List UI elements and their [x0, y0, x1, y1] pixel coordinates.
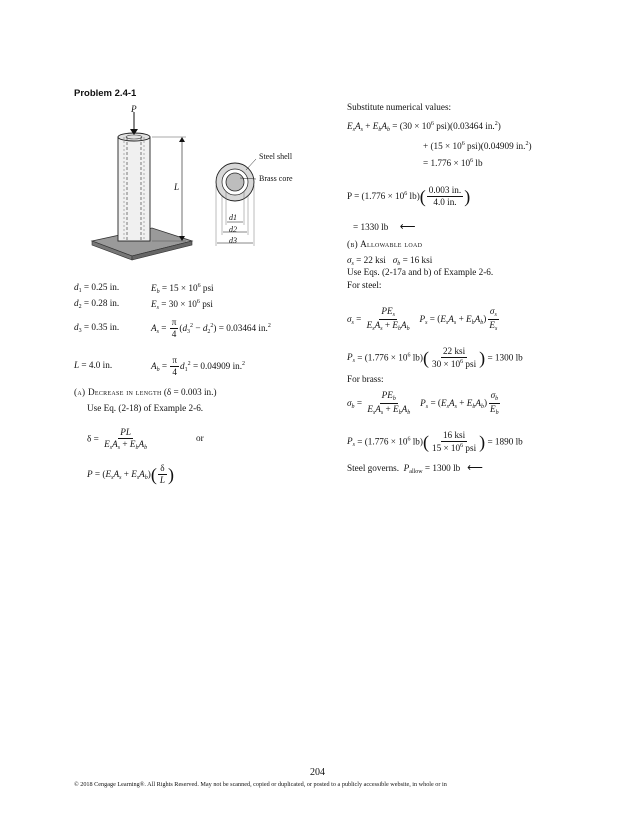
left-arrow-icon: ⟵: [467, 462, 483, 474]
steel-shell-body: [118, 137, 150, 241]
P-formula: $P = (E_sA_s + E_sA_b)$( $\frac{\delta}{L}$ ): [87, 463, 174, 486]
part-a-use-eq: Use Eq. (2-18) of Example 2-6.: [87, 403, 204, 413]
given-Es: $E_s = 30 \times 10^6$ psi: [151, 299, 213, 311]
page-number: 204: [310, 767, 325, 778]
load-P-result: = 1330 lb ⟵: [353, 221, 416, 233]
allowable-stresses: $\sigma_s = 22$ ksi $\sigma_b = 16$ ksi: [347, 255, 433, 267]
given-d3: $d_3 = 0.35$ in.: [74, 322, 120, 334]
Ps-steel-calculation: $P_s = (1.776 \times 10^6$ lb)( $\frac{\text{22 ksi}}{30 \times 10^6 psi}$ ) = 1300 lb: [347, 346, 523, 370]
figure-d2-label: d2: [229, 225, 237, 234]
or-text: or: [196, 433, 204, 443]
Ps-brass-calculation: $P_s = (1.776 \times 10^6$ lb)( $\frac{\text{16 ksi}}{15 \times 10^6 psi}$ ) = 1890 lb: [347, 430, 523, 454]
for-steel-label: For steel:: [347, 280, 382, 290]
area-Ab-equation: $A_b$ = $\frac{\pi}{4}$ $d_1^2 = 0.04909$ in.$^2$: [151, 355, 246, 378]
left-arrow-icon: ⟵: [399, 221, 416, 233]
delta-formula: δ = $\frac{PL}{E_sA_s + E_bA_b}$: [87, 427, 148, 452]
sigma-b-formula: $\sigma_b$ = $\frac{PE_b}{E_sA_s + E_bA_b}$ $P_s = (E_sA_s + E_bA_b)$ $\frac{\sigma_b}{E_b}$: [347, 390, 499, 416]
figure-length-label: L: [174, 182, 180, 192]
figure-composite-bar: [80, 100, 280, 265]
copyright-footer: © 2018 Cengage Learning®. All Rights Reserved. May not be scanned, copied or duplicated, or posted to a publicly accessible website, in whole or in: [74, 781, 447, 788]
brass-core-section: [226, 173, 244, 191]
area-As-equation: $A_s$ = $\frac{\pi}{4}$ $(d_3^2 - d_2^2) = 0.03464$ in.$^2$: [151, 317, 271, 340]
sigma-s-formula: $\sigma_s$ = $\frac{PE_s}{E_sA_s + E_bA_b}$ $P_s = (E_sA_s + E_bA_b)$ $\frac{\sigma_s}{E_s}$: [347, 306, 498, 332]
use-eqs-text: Use Eqs. (2-17a and b) of Example 2-6.: [347, 267, 494, 277]
governs-line: Steel governs. $P_{allow} = 1300$ lb ⟵: [347, 462, 483, 475]
axial-rigidity-line1: $E_sA_s + E_bA_b = (30 \times 10^6$ psi)(0.03464 in.$^2$): [347, 121, 501, 133]
axial-rigidity-line2: + ($15 \times 10^6$ psi)(0.04909 in.$^2$): [423, 141, 532, 151]
steel-shell-label: Steel shell: [259, 152, 293, 161]
brass-core-label: Brass core: [259, 174, 293, 183]
substitute-text: Substitute numerical values:: [347, 102, 452, 112]
part-b-heading: (b) Allowable load: [347, 239, 423, 249]
given-d1: $d_1 = 0.25$ in.: [74, 282, 120, 294]
given-Eb: $E_b = 15 \times 10^6$ psi: [151, 283, 214, 295]
figure-d1-label: d1: [229, 213, 237, 222]
part-a-heading: (a) Decrease in length (δ = 0.003 in.): [74, 387, 217, 397]
axial-rigidity-result: = $1.776 \times 10^6$ lb: [423, 158, 483, 168]
problem-title: Problem 2.4-1: [74, 88, 137, 99]
for-brass-label: For brass:: [347, 374, 384, 384]
figure-load-label: P: [131, 104, 137, 114]
figure-d3-label: d3: [229, 236, 237, 245]
load-P-calculation: $P = (1.776 \times 10^6$ lb)( $\frac{0.003 in.}{4.0 in.}$ ): [347, 185, 471, 208]
given-d2: $d_2 = 0.28$ in.: [74, 298, 120, 310]
given-L: L = 4.0 in.: [74, 360, 113, 370]
